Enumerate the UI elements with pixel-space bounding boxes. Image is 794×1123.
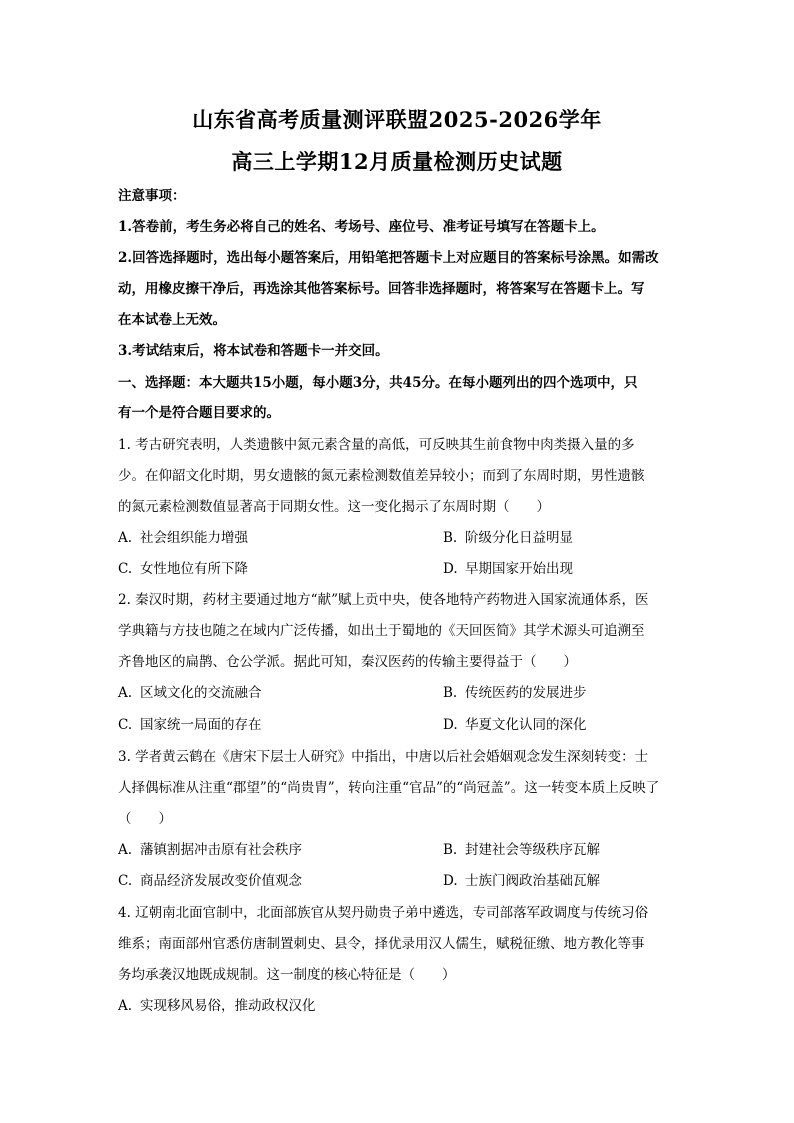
option-letter: C. — [118, 873, 133, 889]
question-1-option-d — [443, 559, 573, 579]
exam-title-line1: 山东省高考质量测评联盟2025-2026学年 — [192, 107, 602, 132]
option-letter: D. — [443, 873, 458, 889]
option-text: 阶级分化日益明显 — [465, 530, 573, 546]
option-text: 早期国家开始出现 — [465, 561, 573, 577]
question-3-line2: 人择偶标准从注重“郡望”的“尚贵胄”，转向注重“官品”的“尚冠盖”。这一转变本质上反映了 — [118, 780, 660, 796]
question-1-option-a — [118, 528, 248, 548]
question-2-option-b — [443, 683, 587, 703]
section-heading-line1: 一、选择题：本大题共15小题，每小题3分，共45分。在每小题列出的四个选项中，只 — [118, 375, 638, 391]
question-3-line3: （ ） — [118, 811, 172, 827]
question-4-line1: 4. 辽朝南北面官制中，北面部族官从契丹勋贵子弟中遴选，专司部落军政调度与传统习俗 — [118, 905, 649, 921]
question-1-option-b — [443, 528, 573, 548]
question-1-line3: 的氮元素检测数值显著高于同期女性。这一变化揭示了东周时期（ ） — [118, 499, 550, 515]
question-3-line1: 3. 学者黄云鹤在《唐宋下层士人研究》中指出，中唐以后社会婚姻观念发生深刻转变：士 — [118, 749, 649, 765]
option-text: 华夏文化认同的深化 — [465, 717, 587, 733]
option-text: 士族门阀政治基础瓦解 — [465, 873, 600, 889]
option-text: 商品经济发展改变价值观念 — [140, 873, 302, 889]
question-2-option-d — [443, 715, 587, 735]
option-text: 藩镇割据冲击原有社会秩序 — [140, 842, 302, 858]
question-1-line1: 1. 考古研究表明，人类遗骸中氮元素含量的高低，可反映其生前食物中肉类摄入量的多 — [118, 437, 635, 453]
option-text: 女性地位有所下降 — [140, 561, 248, 577]
option-text: 国家统一局面的存在 — [140, 717, 262, 733]
option-letter: B. — [443, 685, 458, 701]
option-letter: C. — [118, 717, 133, 733]
option-letter: B. — [443, 842, 458, 858]
question-4-option-a — [118, 996, 316, 1016]
option-text: 社会组织能力增强 — [140, 530, 248, 546]
notice-heading: 注意事项： — [118, 188, 186, 204]
option-text: 封建社会等级秩序瓦解 — [465, 842, 600, 858]
question-3-option-a — [118, 840, 302, 860]
question-4-line2: 维系；南面部州官悉仿唐制置刺史、县令，择优录用汉人儒生，赋税征缴、地方教化等事 — [118, 936, 645, 952]
question-4-line3: 务均承袭汉地既成规制。这一制度的核心特征是（ ） — [118, 967, 456, 983]
notice-item-1: 1.答卷前，考生务必将自己的姓名、考场号、座位号、准考证号填写在答题卡上。 — [118, 219, 605, 235]
question-2-line3: 齐鲁地区的扁鹊、仓公学派。据此可知，秦汉医药的传输主要得益于（ ） — [118, 654, 577, 670]
notice-item-2-line1: 2.回答选择题时，选出每小题答案后，用铅笔把答题卡上对应题目的答案标号涂黑。如需改 — [118, 250, 659, 266]
question-2-option-c — [118, 715, 262, 735]
option-text: 实现移风易俗，推动政权汉化 — [140, 998, 316, 1014]
exam-title-line2: 高三上学期12月质量检测历史试题 — [231, 149, 563, 174]
option-letter: A. — [118, 842, 133, 858]
option-letter: A. — [118, 998, 133, 1014]
option-letter: C. — [118, 561, 133, 577]
notice-item-2-line2: 动，用橡皮擦干净后，再选涂其他答案标号。回答非选择题时，将答案写在答题卡上。写 — [118, 281, 645, 297]
section-heading-line2: 有一个是符合题目要求的。 — [118, 405, 280, 421]
option-letter: D. — [443, 561, 458, 577]
option-text: 区域文化的交流融合 — [140, 685, 262, 701]
question-3-option-d — [443, 871, 600, 891]
question-1-option-c — [118, 559, 248, 579]
option-letter: D. — [443, 717, 458, 733]
question-1-line2: 少。在仰韶文化时期，男女遗骸的氮元素检测数值差异较小；而到了东周时期，男性遗骸 — [118, 468, 645, 484]
option-letter: B. — [443, 530, 458, 546]
question-2-line1: 2. 秦汉时期，药材主要通过地方“献”赋上贡中央，使各地特产药物进入国家流通体系，医 — [118, 592, 649, 608]
notice-item-3: 3.考试结束后，将本试卷和答题卡一并交回。 — [118, 343, 389, 359]
option-letter: A. — [118, 530, 133, 546]
question-3-option-c — [118, 871, 302, 891]
option-letter: A. — [118, 685, 133, 701]
option-text: 传统医药的发展进步 — [465, 685, 587, 701]
notice-item-2-line3: 在本试卷上无效。 — [118, 312, 226, 328]
question-2-line2: 学典籍与方技也随之在域内广泛传播，如出土于蜀地的《天回医简》其学术源头可追溯至 — [118, 623, 645, 639]
question-2-option-a — [118, 683, 262, 703]
question-3-option-b — [443, 840, 600, 860]
